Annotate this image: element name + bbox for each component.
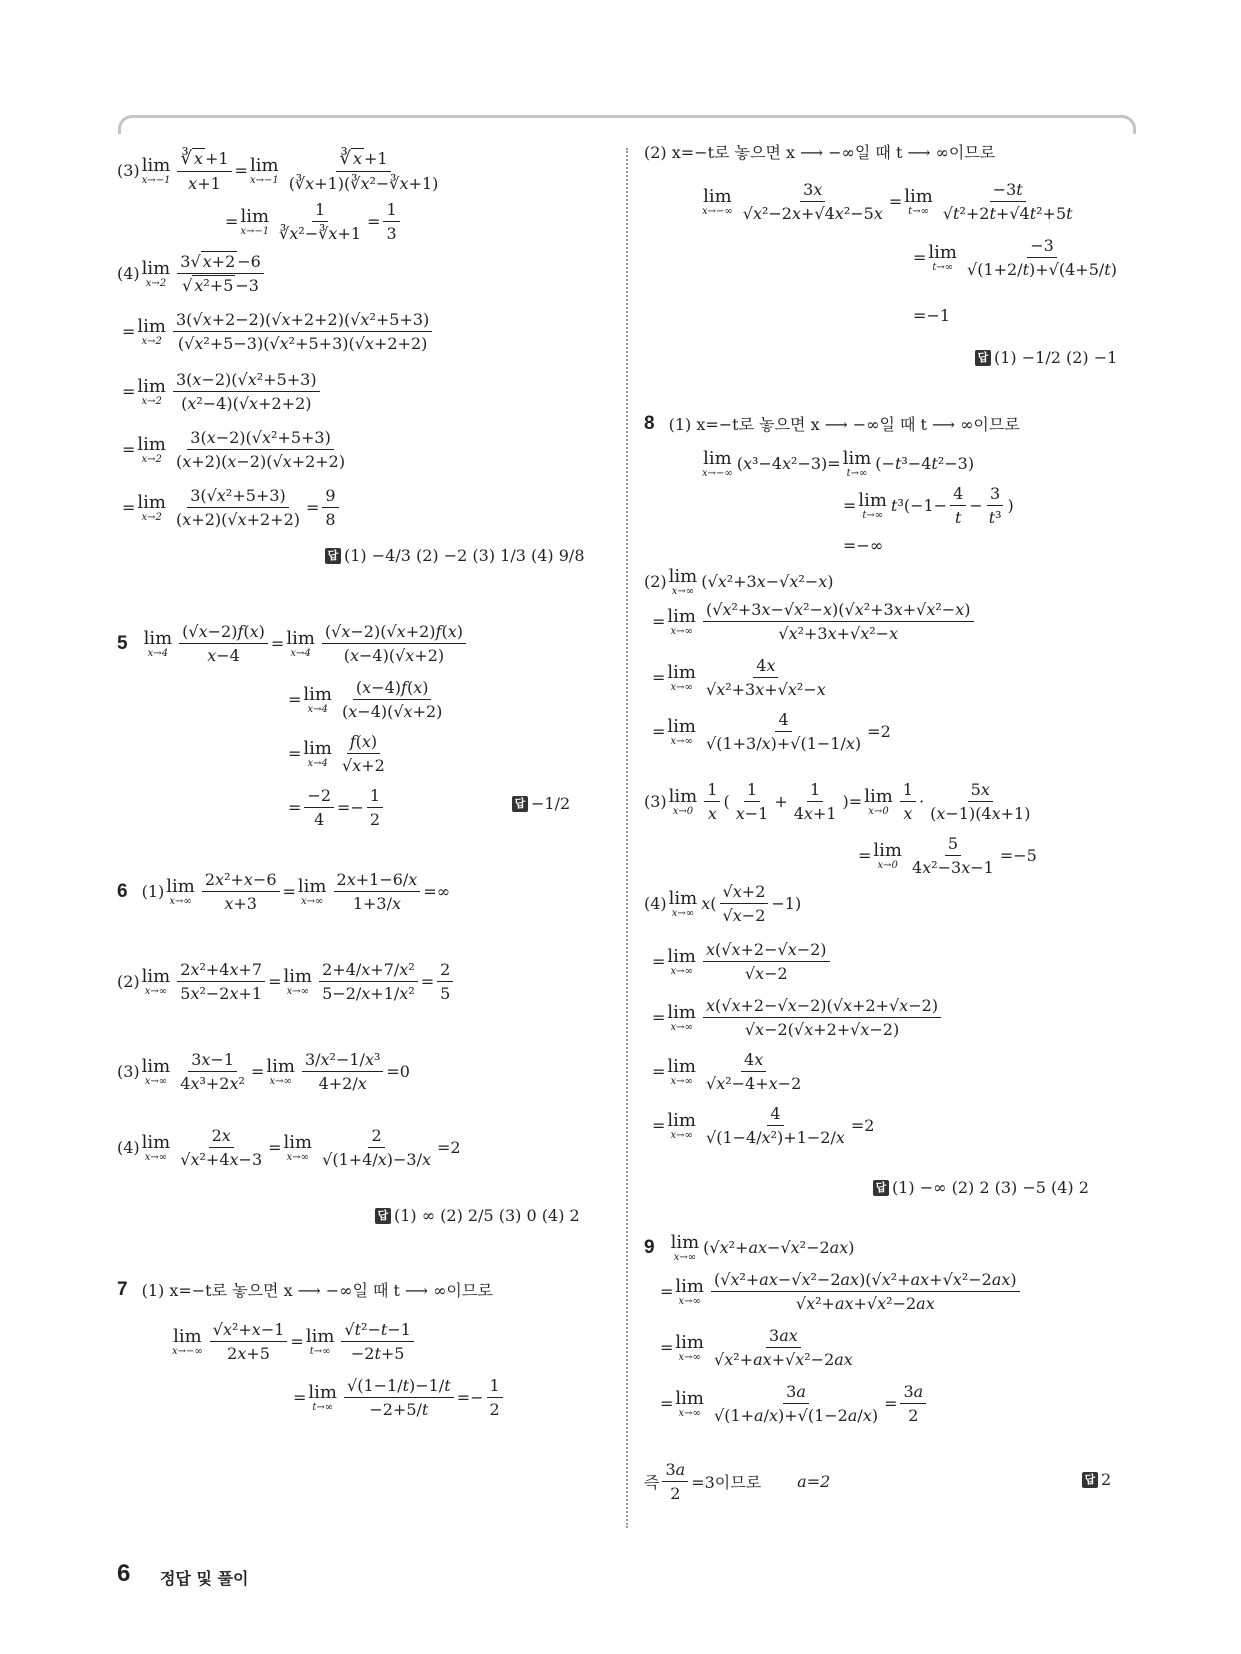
limit: lim x→∞ [670,1232,700,1263]
q7-intro-text: (1) x=−t로 놓으면 x ⟶ −∞일 때 t ⟶ ∞이므로 [141,1281,493,1300]
fraction: $\frac{1}{2}$ [367,786,383,829]
q6-part4-label: (4) [117,1138,140,1157]
q8-part3-line2: = lim x→0 $\frac{5}{\text{4x²−3x−1}}$ =−5 [858,834,1037,877]
fraction: $\frac{3a}{2}$ [662,1460,688,1503]
fraction: $\frac{2x}{\text{√x²+4x−3}}$ [180,1126,263,1169]
fraction: $\frac{\text{2+4/x+7/x²}}{\text{5−2/x+1/x²}}$ [319,960,418,1003]
q9-line1: 9 lim x→∞ (√x²+ax−√x²−2ax) [644,1232,855,1263]
limit: lim x→0 [864,786,893,817]
fraction: $\frac{9}{8}$ [322,486,338,529]
q7-intro [117,1278,493,1301]
q8-part3-line1: (3) lim x→0 $\frac{1}{x}$ ( $\frac{1}{x-1}$ + $\frac{1}{4x+1}$ )= lim x→0 $\frac{1}{x}$ · $\frac{5x}{(x-1)(4x+1)}$ [644,780,1036,823]
limit: lim t→∞ [904,186,933,217]
limit: lim x→4 [303,738,332,769]
q7-answer-line [975,348,1117,367]
q8-intro [644,412,1020,435]
limit: lim x→∞ [667,1002,696,1033]
fraction: $\frac{\text{3/x²−1/x³}}{4+2/x}$ [302,1050,383,1093]
q7-part1-line2: = lim t→∞ $\frac{√(1-1/t)-1/t}{-2+5/t}$ =− $\frac{1}{2}$ [293,1376,506,1419]
q9-conclusion-result: a=2 [797,1472,831,1491]
fraction: $\frac{2}{√(1+4/x)-3/x}$ [322,1126,431,1169]
fraction: $\frac{3a}{√(1+a/x)+√(1-2a/x)}$ [714,1382,879,1425]
fraction: $\frac{4}{√(1+3/x)+√(1-1/x)}$ [706,710,862,753]
limit: lim x→−1 [240,206,270,237]
limit: lim x→∞ [283,1132,313,1163]
q6-part3: (3) lim x→∞ $\frac{3x-1}{\text{4x³+2x²}}$ = lim x→∞ $\frac{\text{3/x²−1/x³}}{4+2/x}$ =0 [117,1050,410,1093]
fraction: $\frac{√(1-1/t)-1/t}{-2+5/t}$ [344,1376,454,1419]
q8-part1-line3: =−∞ [843,536,884,555]
q4-part4-line1 [117,252,267,295]
limit: lim x→2 [137,316,166,347]
q6-answer: (1) ∞ (2) 2/5 (3) 0 (4) 2 [394,1206,580,1225]
q8-part2-line3: = lim x→∞ $\frac{4x}{\text{√x²+3x+√x²−x}}$ [652,656,832,699]
limit: lim x→∞ [141,966,171,997]
limit: lim x→0 [873,840,902,871]
limit: lim x→4 [143,628,173,659]
limit: lim x→2 [137,492,166,523]
fraction: $\frac{4}{t}$ [950,484,966,527]
limit: lim x→∞ [297,876,327,907]
page-number: 6 [117,1560,131,1587]
limit: lim t→∞ [308,1382,337,1413]
q5-answer: −1/2 [531,794,571,813]
limit: lim x→4 [286,628,315,659]
limit: lim x→∞ [668,888,698,919]
q7-part2-intro [644,140,995,163]
q4-part4-line4: = lim x→2 $\frac{\text{3(x−2)(√x²+5+3)}}{(x+2)(x-2)(√x+2+2)}$ [122,428,351,471]
fraction: $\frac{5}{\text{4x²−3x−1}}$ [912,834,994,877]
q5-answer-line [512,794,570,813]
limit: lim x→∞ [283,966,313,997]
answer-icon: 답 [1082,1472,1098,1488]
limit: lim x→−1 [141,155,171,186]
fraction: $\frac{x(√x+2-√x-2)(√x+2+√x-2)}{√x-2(√x+2+√x-2)}$ [703,996,941,1039]
q8-part4-line4: = lim x→∞ $\frac{4x}{\text{√x²−4+x−2}}$ [652,1050,807,1093]
q8-part1-line1: lim x→−∞ (x³−4x²−3)= lim t→∞ (−t³−4t²−3) [702,448,975,479]
fraction: $\frac{\text{3(√x²+5+3)}}{(x+2)(√x+2+2)}$ [176,486,300,529]
q4-part4-line3: = lim x→2 $\frac{\text{3(x−2)(√x²+5+3)}}{\text{(x²−4)(√x+2+2)}}$ [122,370,323,413]
limit: lim x→∞ [667,606,696,637]
fraction: $\frac{5x}{(x-1)(4x+1)}$ [930,780,1031,823]
q9-conclusion-prefix: 즉 [644,1473,660,1492]
question-number: 7 [117,1278,128,1300]
fraction: $\frac{1}{x}$ [900,780,916,823]
fraction: $\frac{∛ x +1}{\text{(∛x+1)(∛x²−∛x+1)}}$ [288,148,439,193]
answer-icon: 답 [375,1208,391,1224]
fraction: $\frac{-2}{4}$ [304,786,334,829]
top-rule [118,115,1136,134]
fraction: $\frac{-3t}{\text{√t²+2t+√4t²+5t}}$ [942,180,1073,223]
section-title: 정답 및 풀이 [160,1569,249,1588]
question-number: 9 [644,1236,655,1258]
q8-part1-line2: = lim t→∞ t³(−1− $\frac{4}{t}$ − $\frac{3}{\text{t³}}$ ) [843,484,1014,527]
q5-line2: = lim x→4 $\frac{(x-4)f(x)}{(x-4)(√x+2)}$ [288,678,448,721]
q6-part4: (4) lim x→∞ $\frac{2x}{\text{√x²+4x−3}}$ = lim x→∞ $\frac{2}{√(1+4/x)-3/x}$ =2 [117,1126,461,1169]
limit: lim x→−∞ [702,448,733,479]
limit: lim x→2 [141,258,171,289]
q6-part3-label: (3) [117,1062,140,1081]
column-divider [626,148,628,1528]
limit: lim x→∞ [667,946,696,977]
q8-part2-line1: (2) lim x→∞ (√x²+3x−√x²−x) [644,566,834,597]
limit: lim t→∞ [842,448,872,479]
answer-icon: 답 [325,548,341,564]
fraction: $\frac{f(x)}{√x+2}$ [342,732,385,775]
fraction: $\frac{1}{2}$ [487,1376,503,1419]
fraction: $\frac{3}{\text{t³}}$ [988,484,1002,527]
fraction: $\frac{\text{3(x−2)(√x²+5+3)}}{(x+2)(x-2)(√x+2+2)}$ [176,428,346,471]
fraction: $\frac{\text{2x²+x−6}}{x+3}$ [202,870,280,913]
limit: lim x→−1 [249,155,279,186]
q4-part4-line5: = lim x→2 $\frac{\text{3(√x²+5+3)}}{(x+2)(√x+2+2)}$ = $\frac{9}{8}$ [122,486,342,529]
q8-intro-text: (1) x=−t로 놓으면 x ⟶ −∞일 때 t ⟶ ∞이므로 [668,415,1020,434]
fraction: $\frac{3x}{\text{√x²−2x+√4x²−5x}}$ [742,180,883,223]
fraction: $\frac{3a}{2}$ [900,1382,926,1425]
q4-answer-line [325,546,585,565]
limit: lim t→∞ [305,1326,335,1357]
limit: lim x→2 [137,376,166,407]
q9-answer: 2 [1101,1470,1112,1489]
fraction: $\frac{1}{4x+1}$ [793,780,837,823]
q6-answer-line [375,1206,580,1225]
answer-icon: 답 [512,796,528,812]
q6-part2: (2) lim x→∞ $\frac{\text{2x²+4x+7}}{\text{5x²−2x+1}}$ = lim x→∞ $\frac{\text{2+4/x+7/x²}}{\text{5−2/x+1/x²}}$ = $\frac{2}{5}$ [117,960,456,1003]
q4-part3-line2: = lim x→−1 $\frac{1}{\text{∛x²−∛x+1}}$ = $\frac{1}{3}$ [225,200,403,243]
q8-part4-line3: = lim x→∞ $\frac{x(√x+2-√x-2)(√x+2+√x-2)}{√x-2(√x+2+√x-2)}$ [652,996,944,1039]
fraction: $\frac{\text{(√x²+3x−√x²−x)(√x²+3x+√x²−x)}}{\text{√x²+3x+√x²−x}}$ [703,600,974,643]
fraction: $\frac{\text{(√x²+ax−√x²−2ax)(√x²+ax+√x²−2ax)}}{\text{√x²+ax+√x²−2ax}}$ [711,1270,1020,1313]
q7-part2-line1: lim x→−∞ $\frac{3x}{\text{√x²−2x+√4x²−5x}}$ = lim t→∞ $\frac{-3t}{\text{√t²+2t+√4t²+5t}}$ [700,180,1079,223]
q7-part2-intro-text: (2) x=−t로 놓으면 x ⟶ −∞일 때 t ⟶ ∞이므로 [644,143,996,162]
question-number: 5 [117,632,128,654]
q8-part4-label: (4) [644,894,667,913]
fraction: $\frac{3ax}{\text{√x²+ax+√x²−2ax}}$ [714,1326,853,1369]
q9-answer-line [1082,1470,1111,1489]
limit: lim x→∞ [675,1332,704,1363]
q7-answer: (1) −1/2 (2) −1 [994,348,1118,367]
q6-part1: 6 (1) lim x→∞ $\frac{\text{2x²+x−6}}{x+3}$ = lim x→∞ $\frac{2x+1-6/x}{1+3/x}$ =∞ [117,870,451,913]
fraction: $\frac{4x}{\text{√x²−4+x−2}}$ [706,1050,802,1093]
limit: lim t→∞ [928,242,957,273]
fraction: $\frac{\text{3(√x+2−2)(√x+2+2)(√x²+5+3)}}{\text{(√x²+5−3)(√x²+5+3)(√x+2+2)}}$ [173,310,432,353]
question-number: 6 [117,880,128,902]
q8-answer: (1) −∞ (2) 2 (3) −5 (4) 2 [892,1178,1089,1197]
q4-part4-label: (4) [117,264,140,283]
limit: lim x→∞ [667,1110,696,1141]
q8-part2-line2: = lim x→∞ $\frac{\text{(√x²+3x−√x²−x)(√x²+3x+√x²−x)}}{\text{√x²+3x+√x²−x}}$ [652,600,977,643]
fraction: $\frac{3x-1}{\text{4x³+2x²}}$ [180,1050,245,1093]
q8-part4-line2: = lim x→∞ $\frac{x(√x+2-√x-2)}{√x-2}$ [652,940,833,983]
fraction: $\frac{1}{\text{∛x²−∛x+1}}$ [279,200,362,243]
fraction: $\frac{x(√x+2-√x-2)}{√x-2}$ [703,940,830,983]
fraction: $\frac{1}{3}$ [383,200,399,243]
question-number: 8 [644,412,655,434]
fraction: $\frac{3√ x+2 -6}{\text{√ x²+5 −3}}$ [177,252,264,295]
q8-part4-line1: (4) lim x→∞ x ( $\frac{√x+2}{√x-2}$ −1) [644,882,802,925]
limit: lim x→2 [137,434,166,465]
limit: lim x→∞ [667,1056,696,1087]
fraction: $\frac{∛ x +1}{x+1}$ [177,148,231,193]
limit: lim x→∞ [266,1056,295,1087]
q5-line4: = $\frac{-2}{4}$ =− $\frac{1}{2}$ [288,786,386,829]
fraction: $\frac{\text{√x²+x−1}}{2x+5}$ [210,1320,288,1363]
q8-answer-line [873,1178,1089,1197]
limit: lim x→∞ [166,876,195,907]
q5-line1: 5 lim x→4 $\frac{(√x-2)f(x)}{x-4}$ = lim x→4 $\frac{(√x-2)(√x+2)f(x)}{(x-4)(√x+2)}$ [117,622,469,665]
q9-conclusion-mid: =3이므로 [691,1473,762,1492]
q8-part4-line5: = lim x→∞ $\frac{4}{\text{√(1−4/x²)+1−2/x}}$ =2 [652,1104,875,1147]
q9-conclusion [644,1460,830,1503]
fraction: $\frac{-3}{√(1+2/t)+√(4+5/t)}$ [967,236,1117,279]
q4-part3-label: (3) [117,161,140,180]
fraction: $\frac{\text{3(x−2)(√x²+5+3)}}{\text{(x²−4)(√x+2+2)}}$ [173,370,320,413]
fraction: $\frac{\text{2x²+4x+7}}{\text{5x²−2x+1}}$ [177,960,265,1003]
q9-line4: = lim x→∞ $\frac{3a}{√(1+a/x)+√(1-2a/x)}$ = $\frac{3a}{2}$ [660,1382,929,1425]
limit: lim x→∞ [141,1056,171,1087]
q4-answer: (1) −4/3 (2) −2 (3) 1/3 (4) 9/8 [344,546,585,565]
fraction: $\frac{(√x-2)f(x)}{x-4}$ [179,622,268,665]
limit: lim x→∞ [675,1276,704,1307]
fraction: $\frac{2x+1-6/x}{1+3/x}$ [334,870,421,913]
fraction: $\frac{1}{x}$ [704,780,720,823]
limit: lim x→−∞ [702,186,733,217]
fraction: $\frac{1}{x-1}$ [735,780,769,823]
limit: lim x→∞ [668,566,698,597]
q4-part3-line1: (3) lim x→−1 $\frac{∛ x +1}{x+1}$ = lim x→−1 $\frac{∛ x +1}{\text{(∛x+1)(∛x²−∛x+1)}}$ [117,148,444,193]
fraction: $\frac{√x+2}{√x-2}$ [720,882,769,925]
limit: lim x→0 [668,786,698,817]
answer-icon: 답 [975,350,991,366]
limit: lim x→∞ [667,662,696,693]
limit: lim t→∞ [858,490,887,521]
limit: lim x→−∞ [172,1326,203,1357]
fraction: $\frac{4}{\text{√(1−4/x²)+1−2/x}}$ [706,1104,845,1147]
q9-line3: = lim x→∞ $\frac{3ax}{\text{√x²+ax+√x²−2ax}}$ [660,1326,859,1369]
fraction: $\frac{(x-4)f(x)}{(x-4)(√x+2)}$ [342,678,443,721]
limit: lim x→∞ [141,1132,171,1163]
q7-part2-line3: =−1 [913,306,950,325]
q8-part2-line4: = lim x→∞ $\frac{4}{√(1+3/x)+√(1-1/x)}$ =2 [652,710,891,753]
limit: lim x→4 [303,684,332,715]
q7-part1-line1: lim x→−∞ $\frac{\text{√x²+x−1}}{2x+5}$ = lim t→∞ $\frac{\text{√t²−t−1}}{-2t+5}$ [170,1320,417,1363]
limit: lim x→∞ [675,1388,704,1419]
q6-part2-label: (2) [117,972,140,991]
fraction: $\frac{(√x-2)(√x+2)f(x)}{(x-4)(√x+2)}$ [322,622,466,665]
q9-line2: = lim x→∞ $\frac{\text{(√x²+ax−√x²−2ax)(√x²+ax+√x²−2ax)}}{\text{√x²+ax+√x²−2ax}}$ [660,1270,1023,1313]
limit: lim x→∞ [667,716,696,747]
q5-line3: = lim x→4 $\frac{f(x)}{√x+2}$ [288,732,391,775]
fraction: $\frac{2}{5}$ [437,960,453,1003]
q6-part1-label: (1) [141,882,165,901]
fraction: $\frac{\text{√t²−t−1}}{-2t+5}$ [341,1320,414,1363]
answer-icon: 답 [873,1180,889,1196]
q8-part2-label: (2) [644,572,667,591]
q7-part2-line2: = lim t→∞ $\frac{-3}{√(1+2/t)+√(4+5/t)}$ [913,236,1123,279]
fraction: $\frac{4x}{\text{√x²+3x+√x²−x}}$ [706,656,826,699]
q8-part3-label: (3) [644,792,667,811]
q4-part4-line2: = lim x→2 $\frac{\text{3(√x+2−2)(√x+2+2)(√x²+5+3)}}{\text{(√x²+5−3)(√x²+5+3)(√x+2+2)}}$ [122,310,435,353]
